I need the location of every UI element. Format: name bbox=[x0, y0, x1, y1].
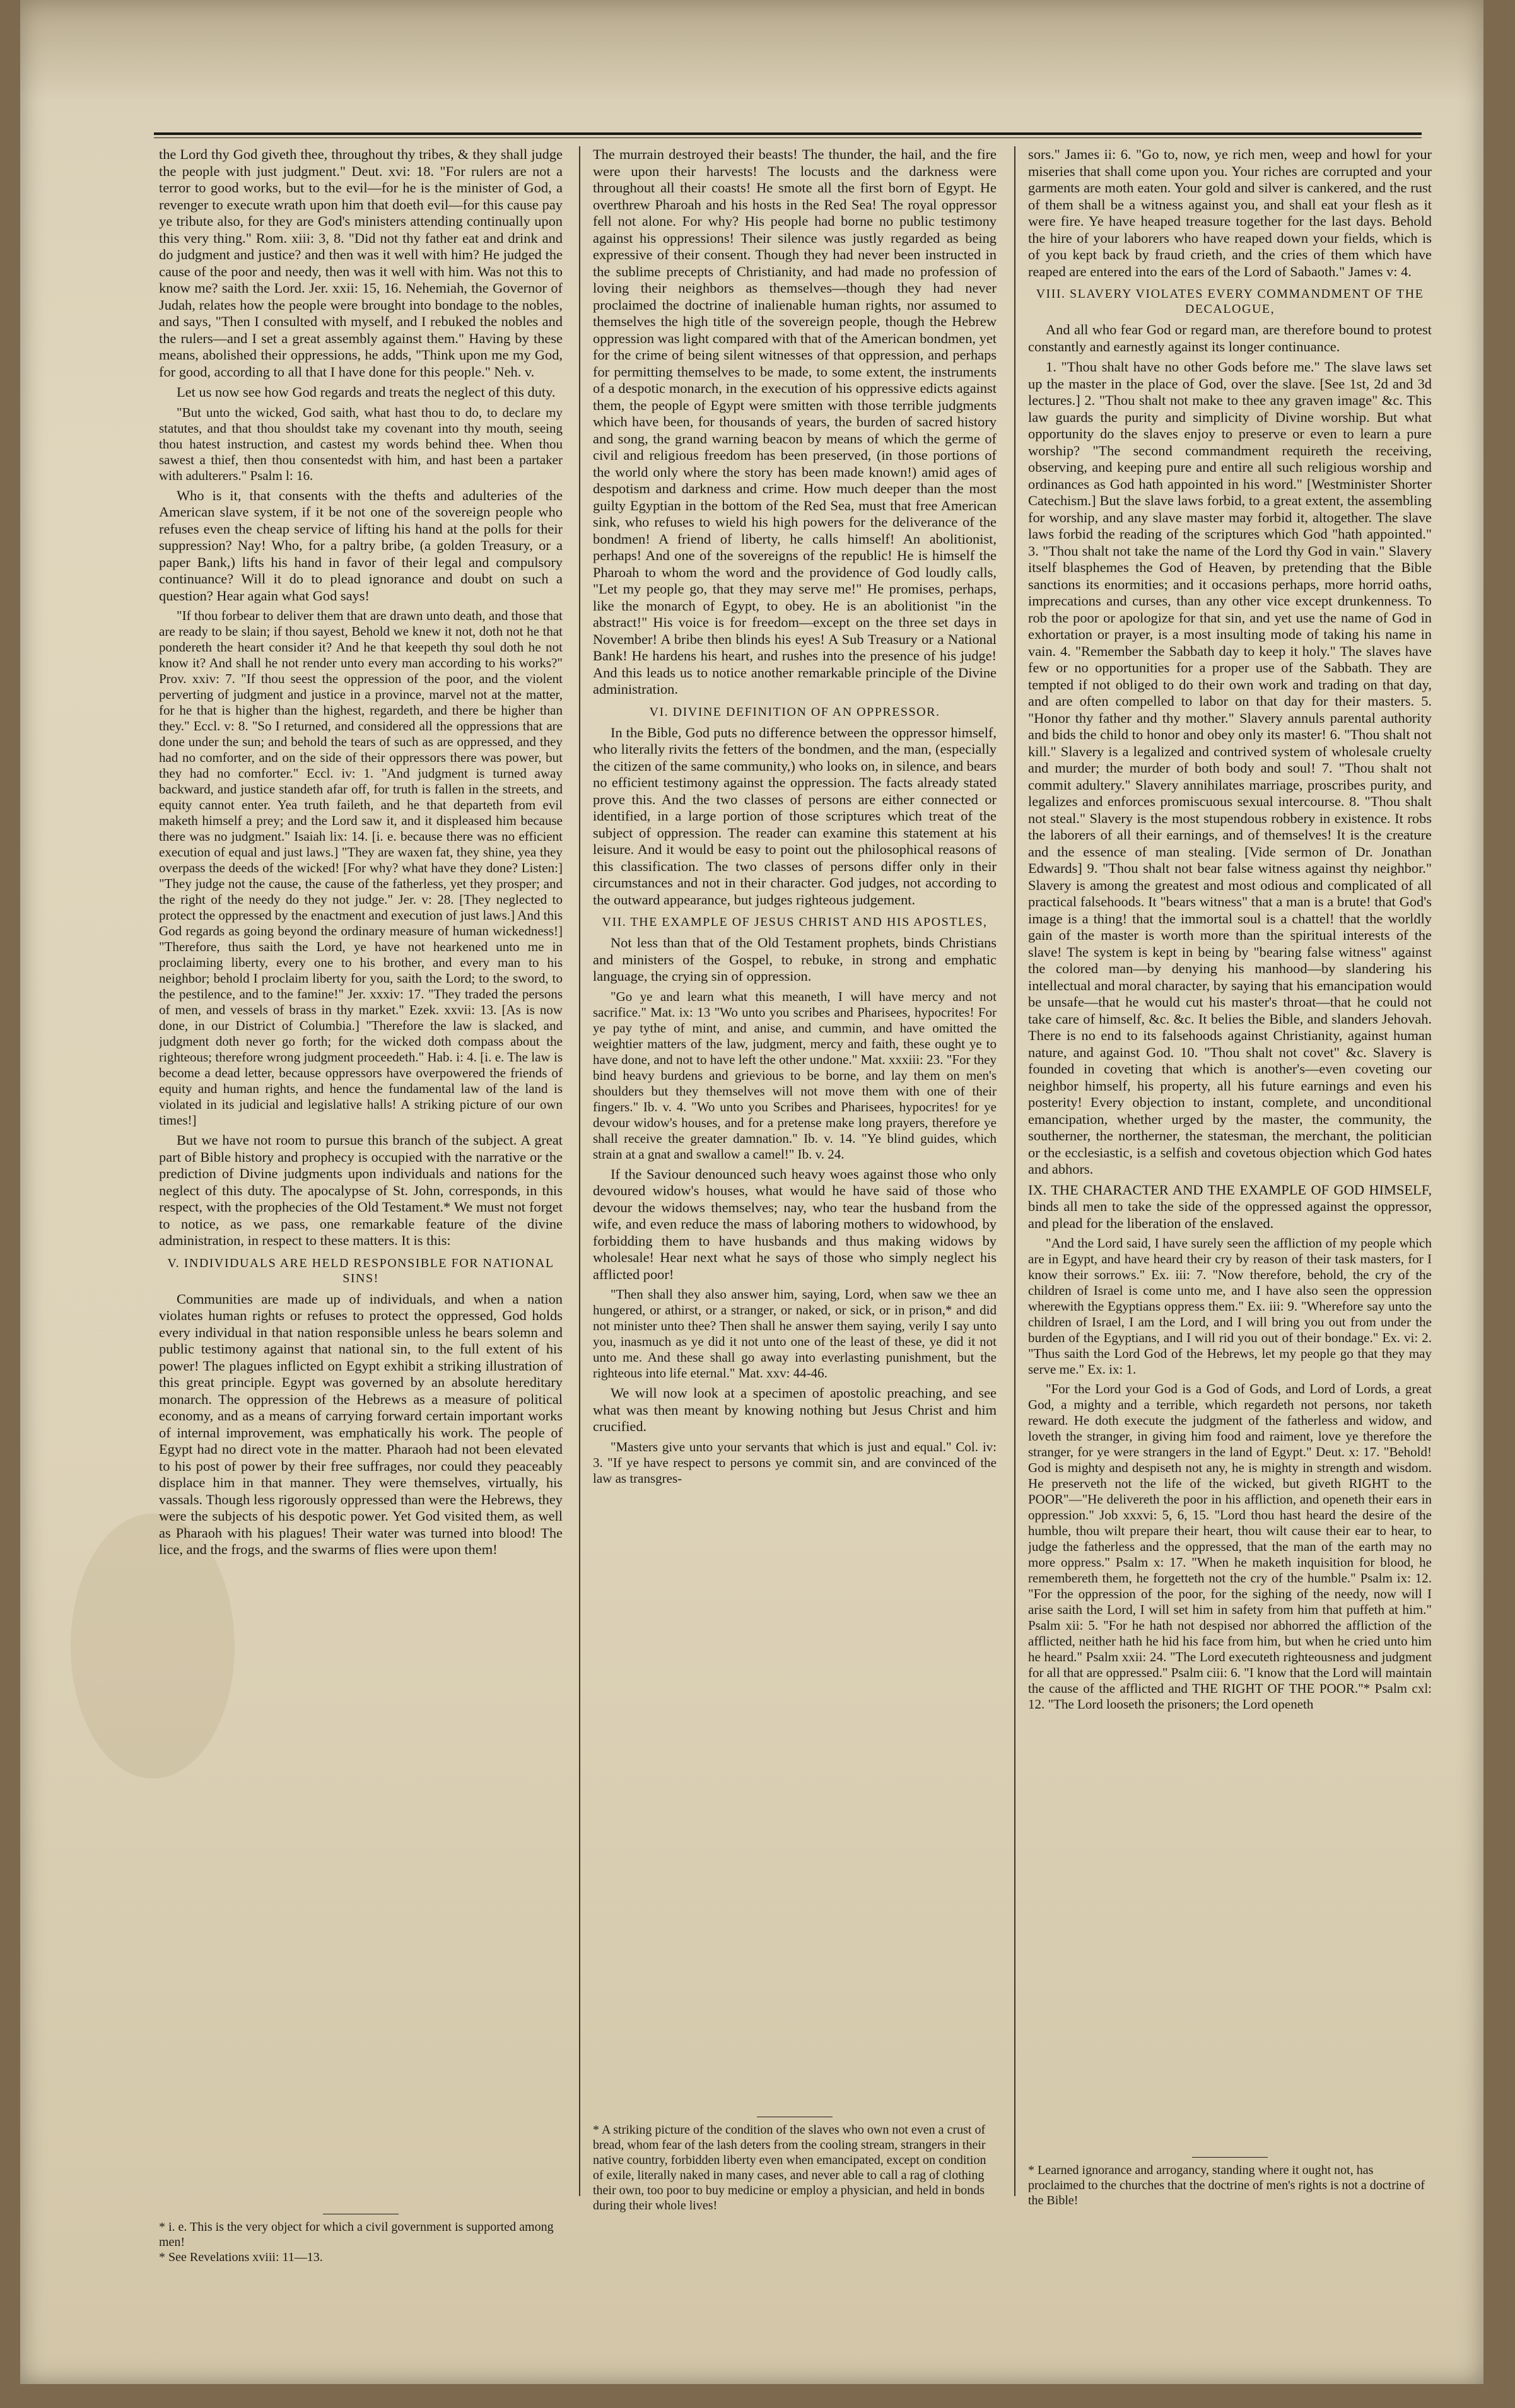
page-edge-shading bbox=[20, 0, 1483, 101]
text-column-2 bbox=[593, 146, 997, 2196]
footnote-rule bbox=[1192, 2157, 1268, 2158]
paragraph: In the Bible, God puts no difference between the oppressor himself, who literally rivits the fetters of the bondmen, and the man, (especially the citizen of the same community,) who looks on, in silence, and bears no efficient testimony against the oppression. The facts already stated prove this. And the two classes of persons are either connected or identified, in a large portion of those scriptures which treat of the subject of oppression. The reader can examine this statement at his leisure. And it would be easy to point out the philosophical reasons of this classification. The two classes of persons differ only in their circumstances and not in their character. God judges, not according to the outward appearance, but judges righteous judgement. bbox=[593, 724, 997, 908]
paragraph: Let us now see how God regards and treats the neglect of this duty. bbox=[177, 384, 556, 400]
quotation: "For the Lord your God is a God of Gods, and Lord of Lords, a great God, a mighty and a terrible, which regardeth not persons, nor taketh reward. He doth execute the judgment of the fatherless and widow, and loveth the stranger, in giving him food and raiment, love ye therefore the stranger, for ye were strangers in the land of Egypt." Deut. x: 17. "Behold! God is mighty and despiseth not any, he is mighty in strength and wisdom. He preserveth not the life of the wicked, but giveth RIGHT to the POOR"—"He delivereth the poor in his affliction, and openeth their ears in oppression." Job xxxvi: 5, 6, 15. "Lord thou hast heard the desire of the humble, thou wilt prepare their heart, thou wilt cause their ear to hear, to judge the fatherless and the oppressed, that the man of the earth may no more oppress." Psalm x: 17. "When he maketh inquisition for blood, he remembereth them, he forgetteth not the cry of the humble." Psalm ix: 12. "For the oppression of the poor, for the sighing of the needy, now will I arise saith the Lord, I will set him in safety from him that puffeth at him." Psalm xii: 5. "For he hath not despised nor abhorred the affliction of the afflicted, neither hath he hid his face from him, but when he cried unto him he heard." Psalm xxii: 24. "The Lord executeth righteousness and judgment for all that are oppressed." Psalm ciii: 6. "I know that the Lord will maintain the cause of the afflicted and THE RIGHT OF THE POOR."* Psalm cxl: 12. "The Lord looseth the prisoners; the Lord openeth bbox=[1028, 1381, 1432, 1712]
quotation: "If thou forbear to deliver them that are drawn unto death, and those that are ready to be slain; if thou sayest, Behold we knew it not, doth not he that pondereth the heart consider it? And he that keepeth thy soul doth he not know it? And shall he not render unto every man according to his works?" Prov. xxiv: 7. "If thou seest the oppression of the poor, and the violent perverting of judgment and justice in a province, marvel not at the matter, for he that is higher than the highest, regardeth, and there be higher than they." Eccl. v: 8. "So I returned, and considered all the oppressions that are done under the sun; and behold the tears of such as are oppressed, and they had no comforter, and on the side of their oppressors there was power, but they had no comforter." Eccl. iv: 1. "And judgment is turned away backward, and justice standeth afar off, for truth is fallen in the streets, and equity cannot enter. Yea truth faileth, and he that departeth from evil maketh himself a prey; and the Lord saw it, and it displeased him because there was no judgment." Isaiah lix: 14. [i. e. because there was no efficient execution of equal and just laws.] "They are waxen fat, they shine, yea they overpass the deeds of the wicked! [For why? what have they done? Listen:] "They judge not the cause, the cause of the fatherless, yet they prosper; and the right of the needy do they not judge." Jer. v: 28. [They neglected to protect the oppressed by the enactment and execution of just laws.] And this God regards as going beyond the ordinary measure of human wickedness!] "Therefore, thus saith the Lord, ye have not hearkened unto me in proclaiming liberty, every one to his brother, and every man to his neighbor; behold I proclaim liberty for you, saith the Lord; to the sword, to the pestilence, and to the famine!" Jer. xxxiv: 17. "They traded the persons of men, and vessels of brass in thy market." Ezek. xxvii: 13. [As is now done, in our District of Columbia.] "Therefore the law is slacked, and judgment doth never go forth; for the wicked doth compass about the righteous; therefore wrong judgment proceedeth." Hab. i: 4. [i. e. The law is become a dead letter, because oppressors have overpowered the friends of equity and human rights, and hence the fundamental law of the land is violated in its judicial and legislative halls! A striking picture of our own times!] bbox=[159, 608, 563, 1128]
footnote-column-3 bbox=[1028, 2157, 1432, 2208]
quotation: "Masters give unto your servants that which is just and equal." Col. iv: 3. "If ye have respect to persons ye commit sin, and are convinced of the law as transgres- bbox=[593, 1439, 997, 1486]
paragraph: Who is it, that consents with the thefts and adulteries of the American slave system, if it be not one of the sovereign people who refuses even the cheap service of lifting his hand at the polls for their suppression? Nay! Who, for a paltry bribe, (a golden Treasury, or a paper Bank,) lifts his hand in favor of their legal and compulsory continuance? Will it do to plead ignorance and doubt on such a question? Hear again what God says! bbox=[159, 487, 563, 604]
paragraph: sors." James ii: 6. "Go to, now, ye rich men, weep and howl for your miseries that shall come upon you. Your riches are corrupted and your garments are moth eaten. Your gold and silver is cankered, and the rust of them shall be a witness against you, and shall eat your flesh as it were fire. Ye have heaped treasure together for the last days. Behold the hire of your laborers who have reaped down your fields, which is of you kept back by fraud crieth, and the cries of them which have reaped are entered into the ears of the Lord of Sabaoth." James v: 4. bbox=[1028, 146, 1432, 279]
footnote: * Learned ignorance and arrogancy, standing where it ought not, has proclaimed to the churches that the doctrine of men's rights is not a doctrine of the Bible! bbox=[1028, 2163, 1425, 2207]
section-heading-vi: VI. DIVINE DEFINITION OF AN OPPRESSOR. bbox=[649, 704, 940, 719]
paragraph: Communities are made up of individuals, and when a nation violates human rights or refuses to protect the oppressed, God holds every individual in that nation responsible unless he bears solemn and public testimony against that national sin, to the full extent of his power! The plagues inflicted on Egypt exhibit a striking illustration of this great principle. Egypt was governed by an absolute hereditary monarch. The oppression of the Hebrews as a measure of political economy, and as a means of carrying forward certain important works of internal improvement, was emphatically his work. The people of Egypt had no direct vote in the matter. Pharaoh had not been elevated to his post of power by their free suffrages, nor could they peaceably displace him in that manner. They were themselves, virtually, his vassals. Though less rigorously oppressed than were the Hebrews, they were the subjects of his despotic power. Yet God visited them, as well as Pharaoh with his plagues! Their water was turned into blood! The lice, and the frogs, and the swarms of flies were upon them! bbox=[159, 1290, 563, 1557]
paragraph: We will now look at a specimen of apostolic preaching, and see what was then meant by knowing nothing but Jesus Christ and him crucified. bbox=[593, 1385, 997, 1434]
paragraph: 1. "Thou shalt have no other Gods before me." The slave laws set up the master in the place of God, over the slave. [See 1st, 2d and 3d lectures.] 2. "Thou shalt not make to thee any graven image" &c. This law guards the purity and simplicity of Divine worship. But what opportunity do the slaves enjoy to preserve or even to learn a pure worship? "The second commandment requireth the receiving, observing, and keeping pure and entire all such religious worship and ordinances as God hath appointed in his word." [Westminister Shorter Catechism.] But the slave laws forbid, to a great extent, the assembling for worship, and any slave master may forbid it, altogether. The slave laws forbid the reading of the scriptures which God "hath appointed." 3. "Thou shalt not take the name of the Lord thy God in vain." Slavery itself blasphemes the God of Heaven, by pretending that the Bible sanctions its enormities; and it occasions perhaps, more horrid oaths, imprecations and curses, than any other vice except drunkenness. To rob the poor or apologize for that sin, and yet use the name of God in exhortation or prayer, is a most insulting mode of taking his name in vain. 4. "Remember the Sabbath day to keep it holy." The slaves have few or no opportunities for a proper use of the Sabbath. They are tempted if not obliged to do their own work and trading on that day, and are often compelled to labor on that day for their masters. 5. "Honor thy father and thy mother." Slavery annuls parental authority and bids the child to honor and obey only its master! 6. "Thou shalt not kill." Slavery is a legalized and contrived system of wholesale cruelty and murder; the murder of both body and soul! 7. "Thou shalt not commit adultery." Slavery annihilates marriage, proscribes purity, and legalizes and enforces promiscuous sexual intercourse. 8. "Thou shalt not steal." Slavery is the most stupendous robbery in existence. It robs the laborers of all their earnings, and of themselves! It is the creature and the essence of man stealing. [Vide sermon of Dr. Jonathan Edwards] 9. "Thou shalt not bear false witness against thy neighbor." Slavery is among the greatest and most odious and complicated of all practical falsehoods. It "bears witness" that a man is a brute! that God's image is a thing! that the immortal soul is a chattel! that the worldly gain of the master is worth more than the spiritual interests of the slave! The system is kept in being by "bearing false witness" against the colored man—by denying his manhood—by slandering his intellectual and moral character, by saying that his emancipation would be unsafe—that he would cut his master's throat—that he could not take care of himself, &c. &c. It belies the Bible, and slanders Jehovah. There is no end to its falsehoods against Christianity, against human nature, and against God. 10. "Thou shalt not covet" &c. Slavery is founded in coveting that which is another's—even coveting our neighbor himself, his property, all his future earnings and even his posterity! Every objection to instant, complete, and unconditional emancipation, whether urged by the master, the community, the southerner, the northerner, the statesman, the merchant, the politician or the ecclesiastic, is a selfish and covetous objection which God hates and abhors. bbox=[1028, 359, 1432, 1177]
quotation: "And the Lord said, I have surely seen the affliction of my people which are in Egypt, and have heard their cry by reason of their task masters, for I know their sorrows." Ex. iii: 7. "Now therefore, behold, the cry of the children of Israel is come unto me, and I have also seen the oppression wherewith the Egyptians oppress them." Ex. iii: 9. "Wherefore say unto the children of Israel, I am the Lord, and I will bring you out from under the burden of the Egyptians, and I will rid you out of their bondage." Ex. vi: 2. "Thus saith the Lord God of the Hebrews, let my people go that they may serve me." Ex. ix: 1. bbox=[1028, 1236, 1432, 1377]
header-rule-thick bbox=[154, 132, 1422, 135]
column-separator bbox=[1014, 146, 1015, 2196]
footnote-column-2 bbox=[593, 2117, 997, 2213]
quotation: "Then shall they also answer him, saying, Lord, when saw we thee an hungered, or athirst, or a stranger, or naked, or sick, or in prison,* and did not minister unto thee? Then shall he answer them saying, verily I say unto you, inasmuch as ye did it not unto one of the least of these, ye did it not unto me. And these shall go away into everlasting punishment, but the righteous into life eternal." Mat. xxv: 44-46. bbox=[593, 1287, 997, 1381]
header-rule-thin bbox=[154, 137, 1422, 138]
section-heading-viii: VIII. SLAVERY VIOLATES EVERY COMMANDMENT OF THE DECALOGUE, bbox=[1036, 287, 1424, 316]
paragraph: And all who fear God or regard man, are therefore bound to protest constantly and earnestly against its longer continuance. bbox=[1028, 322, 1432, 354]
footnote: * i. e. This is the very object for which a civil government is supported among men! bbox=[159, 2220, 554, 2249]
quotation: "Go ye and learn what this meaneth, I will have mercy and not sacrifice." Mat. ix: 13 "Wo unto you scribes and Pharisees, hypocrites! For ye pay tythe of mint, and anise, and cummin, and have omitted the weightier matters of the law, judgment, mercy and faith, these ought ye to have done, and not to have left the other undone." Mat. xxxiii: 23. "For they bind heavy burdens and grievious to be borne, and lay them on men's shoulders but they themselves will not move them with one of their fingers." Ib. v. 4. "Wo unto you Scribes and Pharisees, hypocrites! for ye devour widow's houses, and for a pretense make long prayers, therefore ye shall receive the greater damnation." Ib. v. 14. "Ye blind guides, which strain at a gnat and swallow a camel!" Ib. v. 24. bbox=[593, 988, 997, 1162]
column-separator bbox=[579, 146, 580, 2196]
footnote: * A striking picture of the condition of the slaves who own not even a crust of bread, whom fear of the lash deters from the cooling stream, strangers in their native country, forbidden liberty even when emancipated, except on condition of exile, literally naked in many cases, and never able to call a rag of clothing their own, too poor to buy medicine or employ a physician, and held in bonds during their whole lives! bbox=[593, 2123, 986, 2212]
section-heading-vii: VII. THE EXAMPLE OF JESUS CHRIST AND HIS APOSTLES, bbox=[602, 915, 988, 929]
text-column-3 bbox=[1028, 146, 1432, 2196]
section-heading-v: V. INDIVIDUALS ARE HELD RESPONSIBLE FOR NATIONAL SINS! bbox=[167, 1256, 554, 1285]
paragraph: But we have not room to pursue this branch of the subject. A great part of Bible history and prophecy is occupied with the narrative or the prediction of Divine judgments upon individuals and nations for the neglect of this duty. The apocalypse of St. John, corresponds, in this respect, with the prophecies of the Old Testament.* We must not forget to notice, as we pass, one remarkable feature of the divine administration, in respect to these matters. It is this: bbox=[159, 1132, 563, 1248]
quotation: "But unto the wicked, God saith, what hast thou to do, to declare my statutes, and that thou shouldst take my covenant into thy mouth, seeing thou hatest instruction, and castest my words behind thee. When thou sawest a thief, then thou consentedst with him, and hast been a partaker with adulterers." Psalm l: 16. bbox=[159, 404, 563, 483]
footnote: * See Revelations xviii: 11—13. bbox=[159, 2250, 323, 2264]
paragraph: Not less than that of the Old Testament prophets, binds Christians and ministers of the Gospel, to rebuke, in strong and emphatic language, the crying sin of oppression. bbox=[593, 935, 997, 984]
paragraph: the Lord thy God giveth thee, throughout thy tribes, & they shall judge the people with just judgment." Deut. xvi: 18. "For rulers are not a terror to good works, but to the evil—for he is the minister of God, a revenger to execute wrath upon him that doeth evil—for this cause pay ye tribute also, for they are God's ministers attending continually upon this very thing." Rom. xiii: 3, 8. "Did not thy father eat and drink and do judgment and justice? and then was it well with him? He judged the cause of the poor and needy, then was it well with him. Was not this to know me? saith the Lord. Jer. xxii: 15, 16. Nehemiah, the Governor of Judah, relates how the people were brought into bondage to the nobles, and says, "Then I consulted with myself, and I rebuked the nobles and the rulers—and I set a great assembly against them." Having by these means, abolished their oppressions, he adds, "Think upon me my God, for good, according to all that I have done for this people." Neh. v. bbox=[159, 146, 563, 380]
paragraph: The murrain destroyed their beasts! The thunder, the hail, and the fire were upon their harvests! The locusts and the darkness were throughout all their coasts! He smote all the first born of Egypt. He overthrew Pharoah and his hosts in the Red Sea! The royal oppressor fell not alone. For why? His people had borne no public testimony against his oppressions! Their silence was justly regarded as being expressive of their consent. Though they had never been instructed in the sublime precepts of Christianity, and had made no profession of loving their neighbors as themselves—though they had never proclaimed the doctrine of inalienable human rights, nor assumed to themselves the high title of the sovereign people, though the Hebrew oppression was light compared with that of the American bondmen, yet for the crime of being silent witnesses of that oppression, and perhaps for permitting themselves to be made, to some extent, the instruments of a despotic monarch, in the execution of his oppressive edicts against them, the people of Egypt were smitten with those terrible judgments which have been, for thousands of years, the burden of sacred history and song, the grand warning beacon by means of which the germe of civil and religious freedom has been preserved, (in those portions of the world only where the story has been made known!) amid ages of despotism and darkness and crime. How much deeper than the most guilty Egyptian in the bottom of the Red Sea, must that free American sink, who refuses to wield his high powers for the deliverance of the bondmen! A friend of liberty, he calls himself! An abolitionist, perhaps! And one of the sovereigns of the republic! He is himself the Pharoah to whom the word and the providence of God loudly calls, "Let my people go, that they may serve me!" He promises, perhaps, like the monarch of Egypt, to obey. He is an abolitionist "in the abstract!" His voice is for freedom—except on the three set days in November! A bribe then blinds his eyes! A Sub Treasury or a National Bank! He hardens his heart, and rushes into the presence of his judge! And this leads us to notice another remarkable principle of the Divine administration. bbox=[593, 146, 997, 697]
paragraph: If the Saviour denounced such heavy woes against those who only devoured widow's houses, what would he have said of those who devour the widows themselves; nay, who tear the husband from the wife, and even reduce the mass of laboring mothers to widowhood, by forbidding them to have husbands and thus making widows by wholesale! Hear next what he says of those who simply neglect his afflicted poor! bbox=[593, 1166, 997, 1282]
section-heading-ix: IX. THE CHARACTER AND THE EXAMPLE OF GOD HIMSELF, binds all men to take the side of the oppressed against the oppressor, and plead for the liberation of the enslaved. bbox=[1028, 1181, 1432, 1231]
footnotes-column-1 bbox=[159, 2214, 563, 2265]
text-column-1 bbox=[159, 146, 563, 2196]
